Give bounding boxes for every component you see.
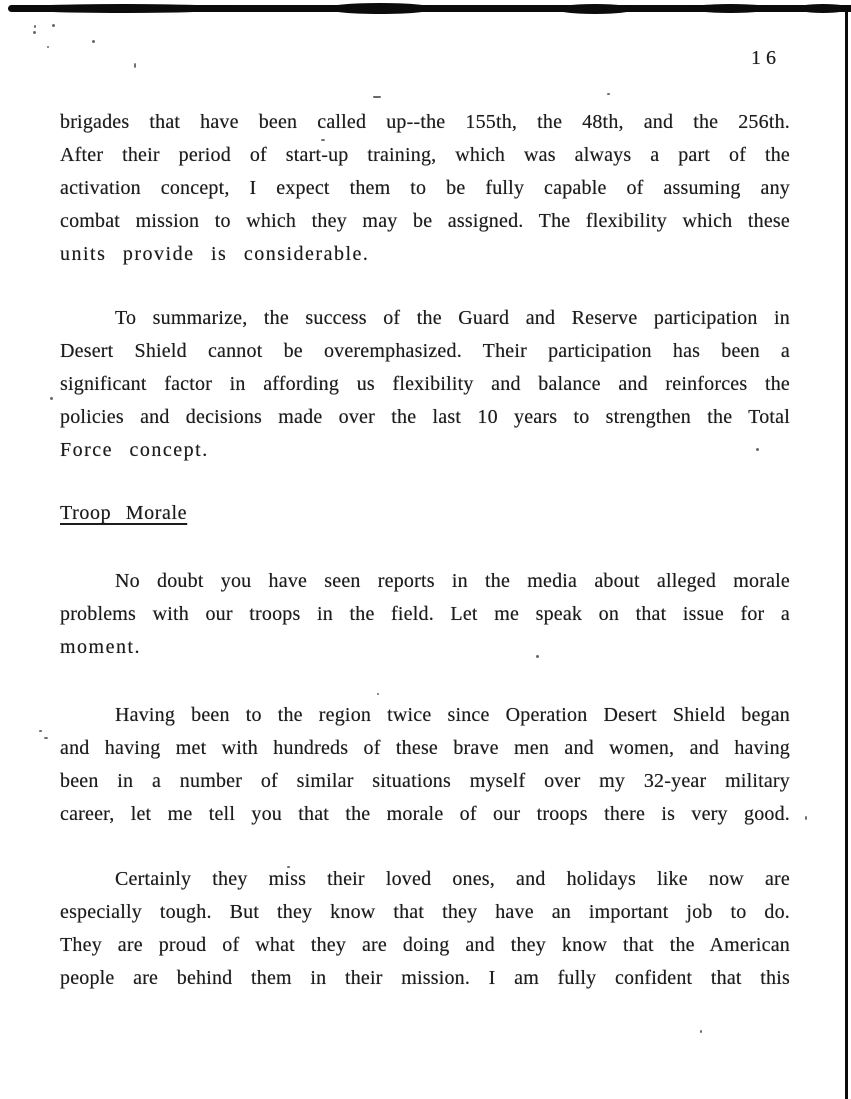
text-line: problems with our troops in the field. Let me speak on that issue for a [60, 603, 790, 625]
scan-speck [377, 693, 379, 695]
scan-speck [607, 93, 610, 95]
text-line: Certainly they miss their loved ones, and holidays like now are [115, 868, 790, 890]
paragraph [60, 302, 790, 467]
scan-speck [805, 816, 807, 820]
text-line: No doubt you have seen reports in the media about alleged morale [115, 570, 790, 592]
text-line: combat mission to which they may be assigned. The flexibility which these [60, 210, 790, 232]
text-line: moment. [60, 636, 142, 658]
scan-speck [134, 63, 136, 68]
text-line: people are behind them in their mission. I am fully confident that this [60, 967, 790, 989]
text-line: Having been to the region twice since Operation Desert Shield began [115, 704, 790, 726]
text-line: brigades that have been called up--the 155th, the 48th, and the 256th. [60, 111, 790, 133]
scan-speck [92, 40, 95, 43]
scan-speck [52, 24, 55, 27]
paragraph [60, 699, 790, 831]
page-number: 16 [751, 47, 781, 69]
text-line: especially tough. But they know that they have an important job to do. [60, 901, 790, 923]
paragraph [60, 863, 790, 995]
scan-speck [700, 1030, 702, 1033]
text-line: and having met with hundreds of these brave men and women, and having [60, 737, 790, 759]
scan-speck [47, 46, 49, 48]
scan-artifact-blob [688, 4, 773, 13]
text-line: After their period of start-up training, which was always a part of the [60, 144, 790, 166]
scan-artifact-blob [325, 3, 435, 14]
scan-speck [33, 31, 36, 34]
text-line: units provide is considerable. [60, 243, 370, 265]
scan-speck [373, 96, 381, 98]
text-line: They are proud of what they are doing and they know that the American [60, 934, 790, 956]
paragraph [60, 565, 790, 664]
scan-speck [34, 25, 36, 28]
text-line: Desert Shield cannot be overemphasized. Their participation has been a [60, 340, 790, 362]
scan-artifact-blob [8, 4, 238, 13]
paragraph [60, 106, 790, 271]
scan-artifact-right-edge-line [845, 6, 848, 1099]
scan-artifact-blob [555, 4, 635, 14]
text-line: been in a number of similar situations myself over my 32-year military [60, 770, 790, 792]
scan-speck [44, 737, 48, 739]
scan-artifact-blob [795, 4, 851, 13]
text-line: significant factor in affording us flexibility and balance and reinforces the [60, 373, 790, 395]
text-line: activation concept, I expect them to be fully capable of assuming any [60, 177, 790, 199]
section-heading: Troop Morale [60, 502, 188, 524]
text-line: Force concept. [60, 439, 209, 461]
text-line: career, let me tell you that the morale of our troops there is very good. [60, 803, 790, 825]
text-line: To summarize, the success of the Guard and Reserve participation in [115, 307, 790, 329]
scan-speck [50, 397, 53, 400]
scan-speck [39, 730, 42, 732]
text-line: policies and decisions made over the last 10 years to strengthen the Total [60, 406, 790, 428]
